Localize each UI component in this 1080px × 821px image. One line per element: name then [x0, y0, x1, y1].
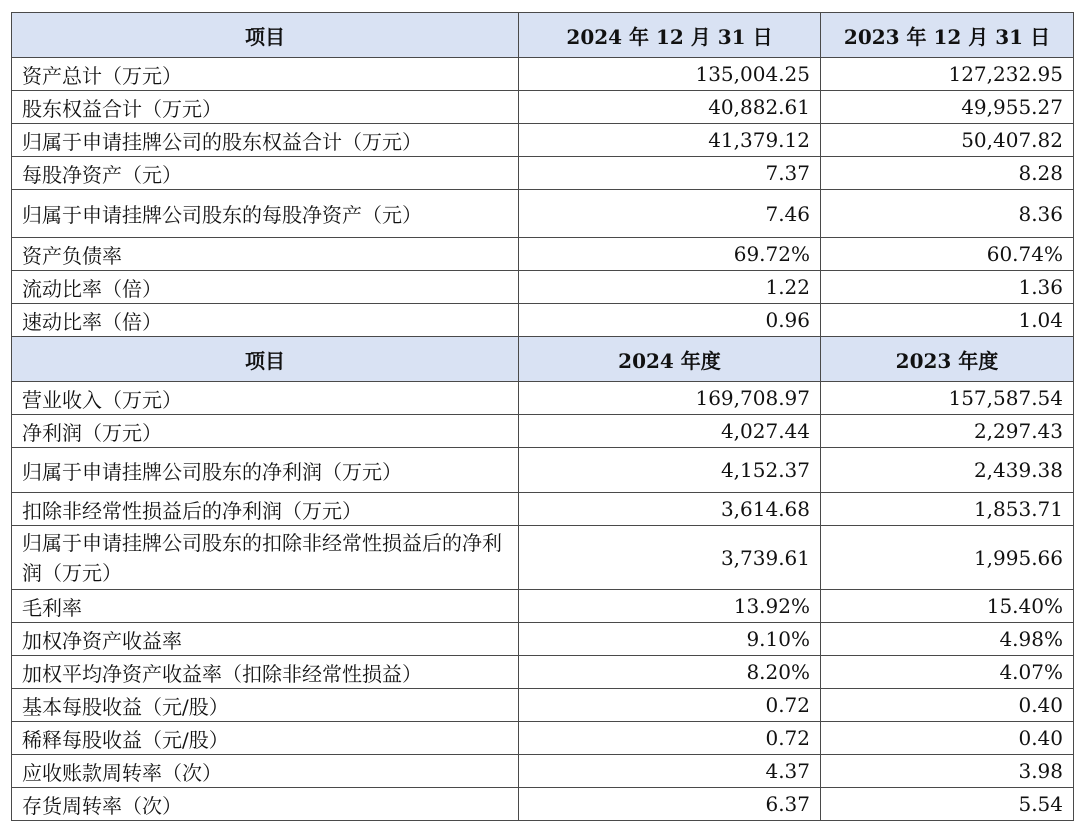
value-2024: 3,614.68: [519, 493, 821, 526]
value-2024: 13.92%: [519, 590, 821, 623]
row-label: 归属于申请挂牌公司股东的每股净资产（元）: [12, 190, 519, 238]
value-2023: 0.40: [821, 689, 1074, 722]
value-2024: 7.37: [519, 157, 821, 190]
table-row: [12, 788, 1074, 821]
value-2024: 0.96: [519, 304, 821, 337]
table-row: [12, 526, 1074, 590]
row-label: 资产总计（万元）: [12, 58, 519, 91]
value-2024: 169,708.97: [519, 382, 821, 415]
table-row: [12, 448, 1074, 493]
table-row: [12, 238, 1074, 271]
row-label: 加权平均净资产收益率（扣除非经常性损益）: [12, 656, 519, 689]
value-2023: 8.36: [821, 190, 1074, 238]
table-row: [12, 623, 1074, 656]
table-row: [12, 656, 1074, 689]
header-item: 项目: [12, 13, 519, 58]
table-row: [12, 271, 1074, 304]
row-label: 加权净资产收益率: [12, 623, 519, 656]
table-row: [12, 493, 1074, 526]
value-2024: 8.20%: [519, 656, 821, 689]
value-2024: 6.37: [519, 788, 821, 821]
table-row: [12, 590, 1074, 623]
value-2024: 7.46: [519, 190, 821, 238]
header-2023: 2023 年度: [821, 337, 1074, 382]
value-2023: 157,587.54: [821, 382, 1074, 415]
value-2023: 60.74%: [821, 238, 1074, 271]
table-row: [12, 124, 1074, 157]
table-row: [12, 382, 1074, 415]
value-2024: 4,027.44: [519, 415, 821, 448]
row-label: 速动比率（倍）: [12, 304, 519, 337]
value-2023: 1.36: [821, 271, 1074, 304]
table-row: [12, 58, 1074, 91]
value-2023: 127,232.95: [821, 58, 1074, 91]
table-row: [12, 689, 1074, 722]
value-2023: 49,955.27: [821, 91, 1074, 124]
value-2023: 8.28: [821, 157, 1074, 190]
value-2023: 1,995.66: [821, 526, 1074, 590]
row-label: 净利润（万元）: [12, 415, 519, 448]
table-header-row: [12, 337, 1074, 382]
row-label: 毛利率: [12, 590, 519, 623]
row-label: 股东权益合计（万元）: [12, 91, 519, 124]
row-label: 归属于申请挂牌公司股东的净利润（万元）: [12, 448, 519, 493]
header-2024: 2024 年 12 月 31 日: [519, 13, 821, 58]
row-label: 归属于申请挂牌公司的股东权益合计（万元）: [12, 124, 519, 157]
table-header-row: [12, 13, 1074, 58]
value-2023: 3.98: [821, 755, 1074, 788]
row-label: 每股净资产（元）: [12, 157, 519, 190]
row-label: 流动比率（倍）: [12, 271, 519, 304]
header-item: 项目: [12, 337, 519, 382]
row-label: 资产负债率: [12, 238, 519, 271]
row-label: 扣除非经常性损益后的净利润（万元）: [12, 493, 519, 526]
value-2024: 0.72: [519, 689, 821, 722]
value-2023: 1.04: [821, 304, 1074, 337]
value-2023: 50,407.82: [821, 124, 1074, 157]
row-label: 应收账款周转率（次）: [12, 755, 519, 788]
table-row: [12, 755, 1074, 788]
value-2024: 41,379.12: [519, 124, 821, 157]
value-2023: 1,853.71: [821, 493, 1074, 526]
value-2023: 2,297.43: [821, 415, 1074, 448]
value-2024: 3,739.61: [519, 526, 821, 590]
row-label: 归属于申请挂牌公司股东的扣除非经常性损益后的净利润（万元）: [12, 526, 519, 590]
table-row: [12, 415, 1074, 448]
value-2023: 4.98%: [821, 623, 1074, 656]
value-2024: 1.22: [519, 271, 821, 304]
value-2023: 2,439.38: [821, 448, 1074, 493]
row-label: 基本每股收益（元/股）: [12, 689, 519, 722]
row-label: 营业收入（万元）: [12, 382, 519, 415]
row-label: 存货周转率（次）: [12, 788, 519, 821]
value-2024: 40,882.61: [519, 91, 821, 124]
financial-indicators-table: [11, 12, 1074, 821]
value-2023: 0.40: [821, 722, 1074, 755]
value-2023: 5.54: [821, 788, 1074, 821]
table-row: [12, 190, 1074, 238]
value-2023: 4.07%: [821, 656, 1074, 689]
value-2024: 0.72: [519, 722, 821, 755]
value-2023: 15.40%: [821, 590, 1074, 623]
table-row: [12, 157, 1074, 190]
table-row: [12, 722, 1074, 755]
header-2023: 2023 年 12 月 31 日: [821, 13, 1074, 58]
row-label: 稀释每股收益（元/股）: [12, 722, 519, 755]
table-row: [12, 304, 1074, 337]
value-2024: 4.37: [519, 755, 821, 788]
value-2024: 135,004.25: [519, 58, 821, 91]
table-row: [12, 91, 1074, 124]
value-2024: 9.10%: [519, 623, 821, 656]
value-2024: 4,152.37: [519, 448, 821, 493]
value-2024: 69.72%: [519, 238, 821, 271]
header-2024: 2024 年度: [519, 337, 821, 382]
